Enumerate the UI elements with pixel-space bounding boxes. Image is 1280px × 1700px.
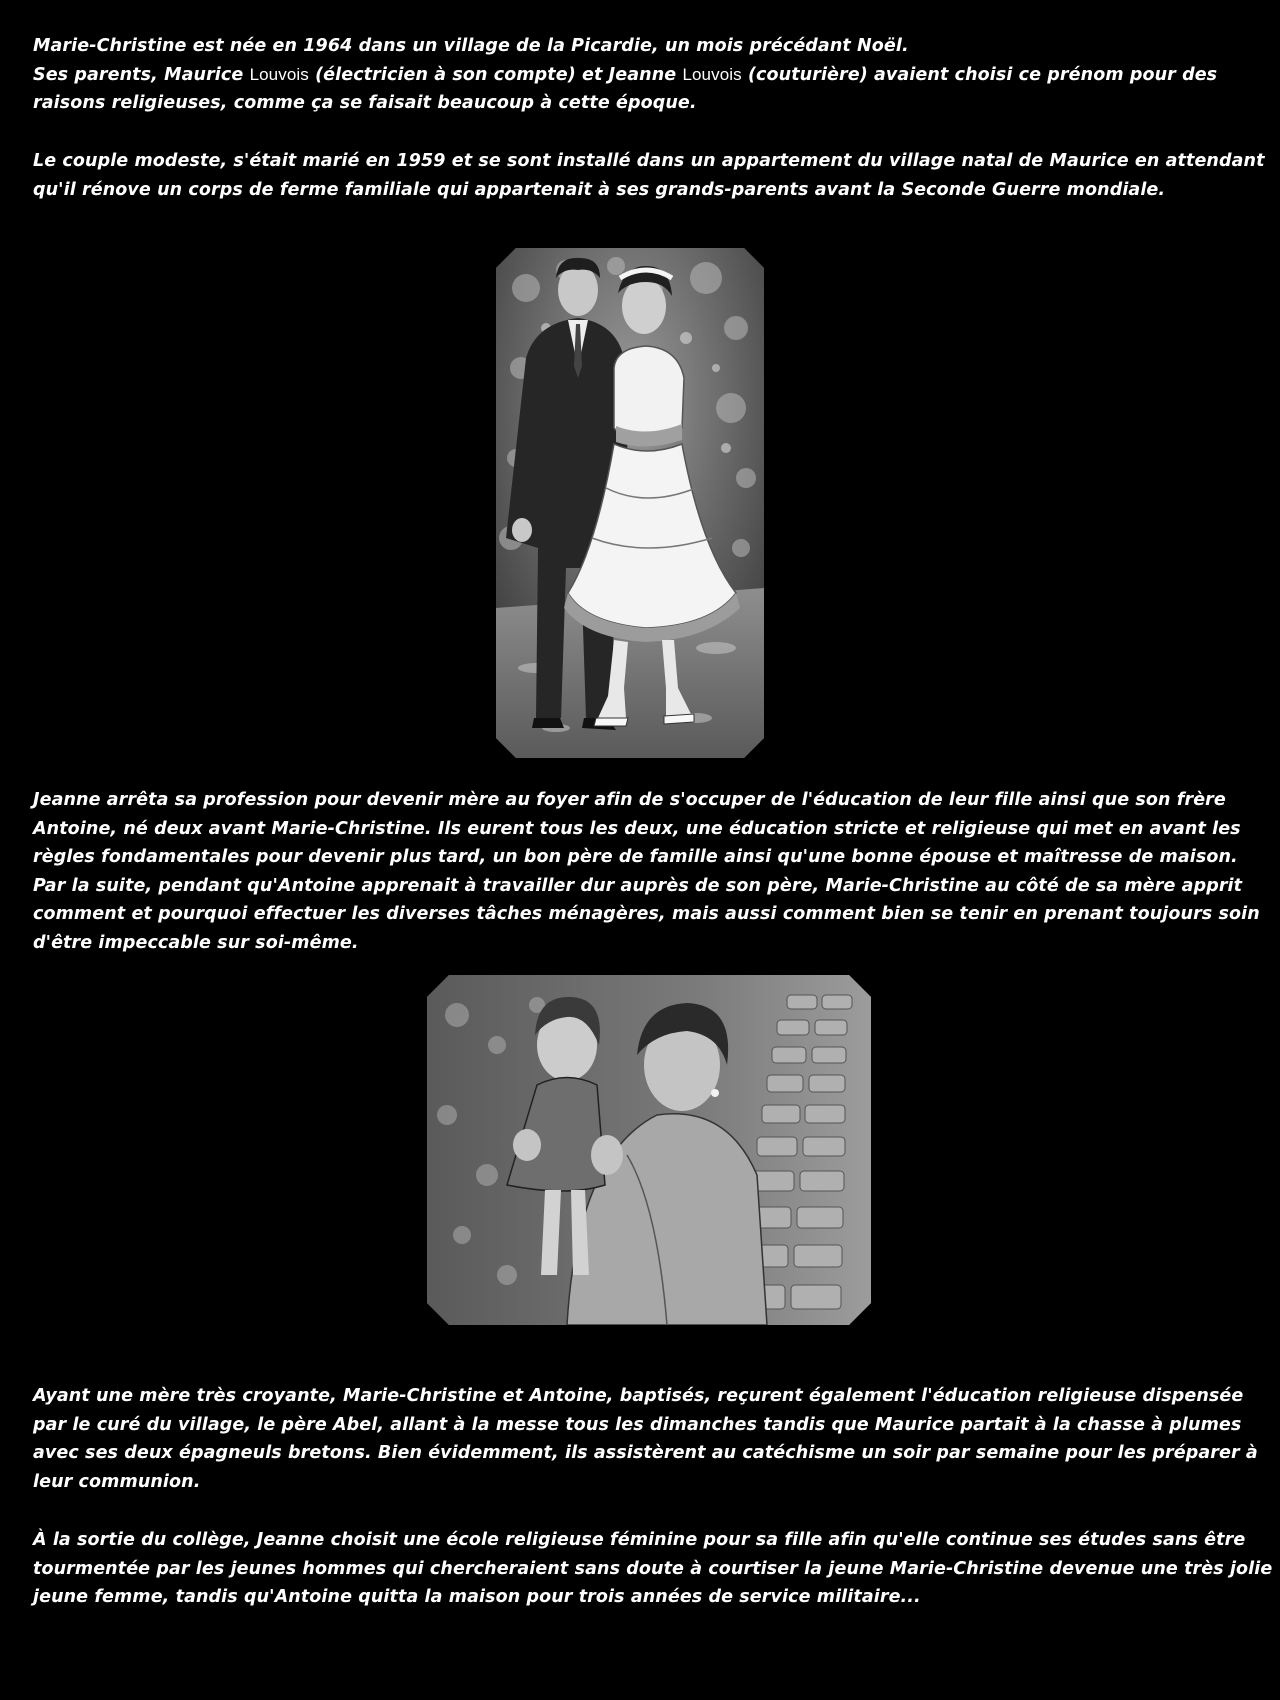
couple-line-1: Le couple modeste, s'était marié en 1959 et se sont installé dans un appartement du village natal de Maurice en attendant bbox=[33, 151, 1265, 171]
education-line-6: d'être impeccable sur soi-même. bbox=[33, 932, 359, 953]
religion-line-2: par le curé du village, le père Abel, allant à la messe tous les dimanches tandis que Maurice partait à la chasse à plumes bbox=[33, 1414, 1242, 1435]
mother-surname: Louvois bbox=[682, 64, 742, 84]
intro-line-2-middle: (électricien à son compte) et Jeanne bbox=[315, 64, 677, 85]
college-line-1: À la sortie du collège, Jeanne choisit une école religieuse féminine pour sa fille afin qu'elle continue ses études sans être bbox=[33, 1530, 1246, 1550]
father-surname: Louvois bbox=[249, 64, 309, 84]
intro-line-1: Marie-Christine est née en 1964 dans un village de la Picardie, un mois précédant Noël. bbox=[33, 36, 909, 56]
education-line-2: Antoine, né deux avant Marie-Christine. Ils eurent tous les deux, une éducation stricte et religieuse qui met en avant les bbox=[33, 818, 1241, 839]
education-line-4: Par la suite, pendant qu'Antoine apprenait à travailler dur auprès de son père, Marie-Christine au côté de sa mère apprit bbox=[33, 875, 1243, 896]
college-line-3: jeune femme, tandis qu'Antoine quitta la maison pour trois années de service militaire... bbox=[33, 1587, 921, 1607]
wedding-couple-illustration bbox=[496, 248, 764, 758]
education-line-1: Jeanne arrêta sa profession pour devenir mère au foyer afin de s'occuper de l'éducation de leur fille ainsi que son frère bbox=[33, 790, 1226, 810]
religion-line-4: leur communion. bbox=[33, 1471, 201, 1492]
couple-line-2: qu'il rénove un corps de ferme familiale qui appartenait à ses grands-parents avant la Seconde Guerre mondiale. bbox=[33, 179, 1166, 200]
intro-line-2 bbox=[33, 61, 1255, 90]
religion-line-1: Ayant une mère très croyante, Marie-Christine et Antoine, baptisés, reçurent également l'éducation religieuse dispensée bbox=[33, 1386, 1244, 1406]
college-paragraph bbox=[33, 1526, 1273, 1612]
education-line-5: comment et pourquoi effectuer les diverses tâches ménagères, mais aussi comment bien se tenir en prenant toujours soin bbox=[33, 904, 1260, 924]
education-paragraph bbox=[33, 786, 1260, 957]
intro-paragraph bbox=[33, 32, 1255, 118]
religion-paragraph bbox=[33, 1382, 1258, 1496]
religion-line-3: avec ses deux épagneuls bretons. Bien évidemment, ils assistèrent au catéchisme un soir par semaine pour les préparer à bbox=[33, 1443, 1258, 1463]
intro-line-3: raisons religieuses, comme ça se faisait beaucoup à cette époque. bbox=[33, 93, 697, 113]
mother-and-child-illustration bbox=[427, 975, 871, 1325]
college-line-2: tourmentée par les jeunes hommes qui chercheraient sans doute à courtiser la jeune Marie-Christine devenue une très jolie bbox=[33, 1558, 1273, 1579]
couple-paragraph bbox=[33, 147, 1265, 204]
intro-line-2-end: (couturière) avaient choisi ce prénom pour des bbox=[747, 64, 1218, 85]
intro-line-2-start: Ses parents, Maurice bbox=[33, 64, 244, 85]
education-line-3: règles fondamentales pour devenir plus tard, un bon père de famille ainsi qu'une bonne épouse et maîtresse de maison. bbox=[33, 847, 1238, 867]
